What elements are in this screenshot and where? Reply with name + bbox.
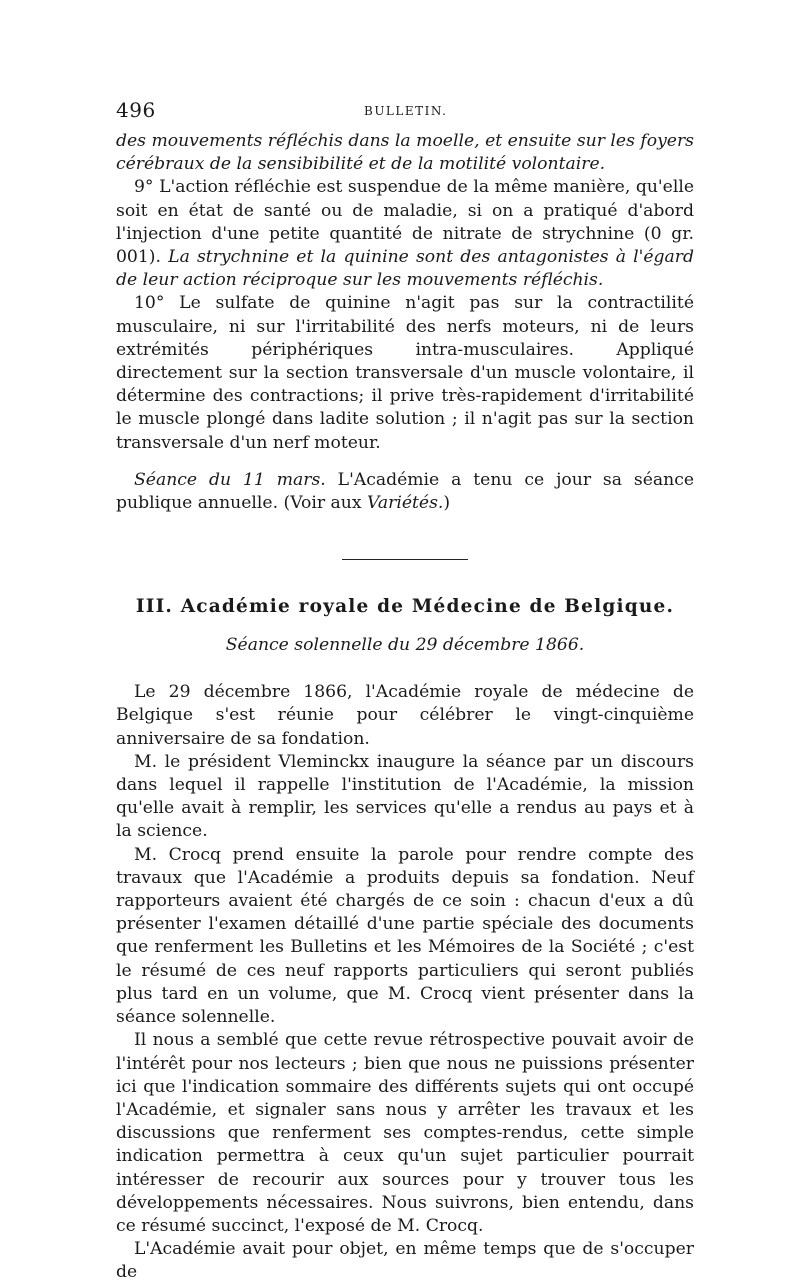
- paragraph-italic: des mouvements réfléchis dans la moelle, et ensuite sur les foyers cérébraux de la sensibibilité et de la motilité volontaire.: [116, 131, 694, 175]
- paragraph-item-10: [116, 292, 694, 454]
- paragraph: L'Académie avait pour objet, en même temps que de s'occuper de: [116, 1239, 694, 1283]
- page-header: [116, 96, 694, 130]
- cross-reference: Variétés.: [367, 493, 444, 514]
- closing-paren: ): [443, 493, 451, 514]
- body-text-bottom: [116, 681, 694, 1284]
- paragraph: M. le président Vleminckx inaugure la séance par un discours dans lequel il rappelle l'institution de l'Académie, la mission qu'elle avait à remplir, les services qu'elle a rendus au pays et à la science.: [116, 751, 694, 842]
- section-divider: [342, 559, 468, 560]
- paragraph-italic: La strychnine et la quinine sont des antagonistes à l'égard de leur action réciproque sur les mouvements réfléchis.: [116, 247, 694, 291]
- section-subtitle: Séance solennelle du 29 décembre 1866.: [225, 635, 585, 656]
- paragraph-text: 9° L'action réfléchie est suspendue de la même manière, qu'elle soit en état de santé ou de maladie, si on a pratiqué d'abord l'injection d'une petite quantité de nitrate de strychnine (0 gr. 001).: [116, 177, 694, 268]
- paragraph-item-9: [116, 176, 694, 292]
- body-text-top: [116, 130, 694, 515]
- document-page: [116, 96, 694, 1285]
- paragraph-continuation: [116, 130, 694, 176]
- paragraph: Le 29 décembre 1866, l'Académie royale de médecine de Belgique s'est réunie pour célébrer le vingt-cinquième anniversaire de sa fondation.: [116, 682, 694, 749]
- paragraph: M. Crocq prend ensuite la parole pour rendre compte des travaux que l'Académie a produits depuis sa fondation. Neuf rapporteurs avaient été chargés de ce soin : chacun d'eux a dû présenter l'examen détaillé d'une partie spéciale des documents que renferment les Bulletins et les Mémoires de la Société ; c'est le résumé de ces neuf rapports particuliers qui seront publiés plus tard en un volume, que M. Crocq vient présenter dans la séance solennelle.: [116, 844, 694, 1028]
- seance-date: Séance du 11 mars.: [134, 469, 326, 490]
- section-title: III. Académie royale de Médecine de Belgique.: [135, 596, 675, 618]
- paragraph: Il nous a semblé que cette revue rétrospective pouvait avoir de l'intérêt pour nos lecteurs ; bien que nous ne puissions présenter ici que l'indication sommaire des différents sujets qui ont occupé l'Académie, et signaler sans nous y arrêter les travaux et les discussions que renferment ses comptes-rendus, cette simple indication permettra à ceux qu'un sujet particulier pourrait intéresser de recourir aux sources pour y trouver tous les développements nécessaires. Nous suivrons, bien entendu, dans ce résumé succinct, l'exposé de M. Crocq.: [116, 1030, 694, 1236]
- page-number: 496: [116, 98, 156, 122]
- paragraph-text: 10° Le sulfate de quinine n'agit pas sur la contractilité musculaire, ni sur l'irritabilité des nerfs moteurs, ni de leurs extrémités périphériques intra-musculaires. Appliqué directement sur la section transversale d'un muscle volontaire, il détermine des contractions; il prive très-rapidement d'irritabilité le muscle plongé dans ladite solution ; il n'agit pas sur la section transversale d'un nerf moteur.: [116, 293, 694, 453]
- paragraph-text: L'Académie a tenu ce jour sa séance publique annuelle. (Voir aux: [116, 469, 695, 514]
- paragraph-seance: [116, 469, 694, 515]
- running-head: BULLETIN.: [364, 104, 448, 118]
